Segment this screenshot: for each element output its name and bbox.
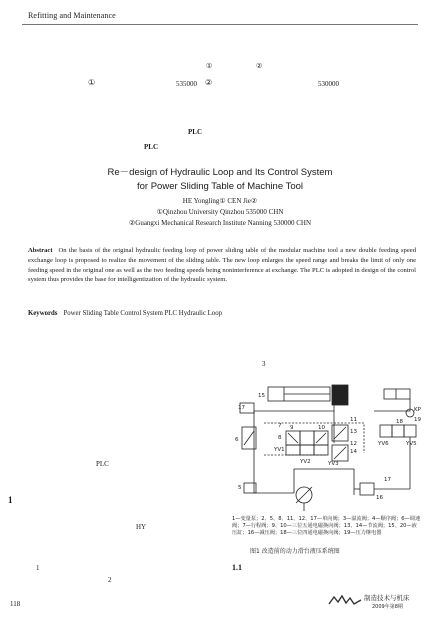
label-5: 5	[238, 485, 242, 491]
keywords-text: Power Sliding Table Control System PLC Hydraulic Loop	[63, 310, 223, 317]
label-kp: KP	[414, 407, 421, 413]
label-yv5: YV5	[406, 441, 417, 447]
label-19: 19	[414, 417, 421, 423]
english-authors: HE Yongling① CEN Jie②	[182, 197, 258, 205]
label-11: 11	[350, 417, 357, 423]
english-title-line-2: for Power Sliding Table of Machine Tool	[137, 181, 303, 192]
affiliation-zip-1: 535000	[176, 80, 197, 88]
valve-18-mid	[392, 425, 404, 437]
label-13: 13	[350, 429, 357, 435]
affiliation-en-2: ②Guangxi Mechanical Research Institute Nanning 530000 CHN	[128, 219, 311, 227]
valve-18-left	[380, 425, 392, 437]
running-header: Refitting and Maintenance	[28, 11, 116, 20]
label-16: 16	[376, 495, 383, 501]
section-heading-1-1: 1.1	[232, 563, 242, 572]
left-col-fragment-plc: PLC	[96, 460, 109, 468]
affiliation-mark-1: ①	[88, 78, 96, 87]
keywords-label: Keywords	[28, 310, 58, 317]
label-10: 10	[318, 425, 325, 431]
journal-name: 制造技术与机床	[364, 594, 410, 602]
affiliation-mark-2: ②	[205, 78, 213, 87]
abstract	[28, 246, 416, 285]
label-15: 15	[258, 393, 265, 399]
cylinder-20	[384, 389, 410, 399]
left-col-fragment-2: 2	[108, 576, 112, 584]
figure-caption: 图1 改造前的动力滑台液压系统图	[250, 548, 340, 555]
label-9: 9	[290, 425, 294, 431]
label-6: 6	[235, 437, 239, 443]
abstract-label: Abstract	[28, 247, 53, 254]
valve-10-right	[314, 445, 328, 455]
section-heading-1: 1	[8, 495, 13, 505]
left-col-fragment-hy: HY	[136, 523, 147, 531]
valve-18-right	[404, 425, 416, 437]
affiliation-zip-2: 530000	[318, 80, 339, 88]
label-8: 8	[278, 435, 282, 441]
label-7: 7	[278, 423, 282, 429]
cn-title-line-2: PLC	[144, 143, 158, 151]
label-yv3: YV3	[328, 461, 339, 467]
author-mark-1: ①	[206, 62, 213, 70]
header-rule	[22, 24, 418, 25]
label-17b: 17	[384, 477, 391, 483]
keywords	[28, 310, 222, 317]
cn-title-line-1: PLC	[188, 128, 202, 136]
right-col-fragment-3: 3	[262, 360, 266, 368]
page-number: 118	[10, 600, 21, 608]
label-17: 17	[238, 405, 245, 411]
reducing-valve-16	[360, 483, 374, 495]
affiliation-en-1: ①Qinzhou University Qinzhou 535000 CHN	[156, 208, 284, 216]
author-mark-2: ②	[256, 62, 263, 70]
hydraulic-schematic	[234, 383, 422, 513]
journal-footer	[328, 592, 420, 612]
label-14: 14	[350, 449, 357, 455]
figure-legend: 1—变量泵；2、5、8、11、12、17—单向阀；3—溢流阀；4—顺序阀；6—调速阀；7—行程阀；9、10—三位五通电磁换向阀；13、14—节流阀；15、20—液压缸；16—减压阀；18—三位四通电磁换向阀；19—压力继电器	[232, 516, 421, 536]
abstract-text: On the basis of the original hydraulic feeding loop of power sliding table of the modular machine tool a new double feeding speed exchange loop is proposed to realize the movement of the sliding table. The new loop enlarges the speed range and breaks the limit of only one feeding speed in the original one as well as the two feeding speeds being noninterference at exchange. The PLC is adopted in design of the control system thus provides the base for intelligentization of the hydraulic system.	[28, 247, 416, 284]
journal-logo-icon	[328, 594, 362, 606]
label-18: 18	[396, 419, 403, 425]
label-yv6: YV6	[378, 441, 389, 447]
left-col-fragment-1: 1	[36, 564, 40, 572]
valve-10-mid	[300, 445, 314, 455]
valve-9-mid	[300, 431, 314, 445]
label-yv1: YV1	[274, 447, 285, 453]
journal-issue: 2009年第8期	[372, 604, 403, 610]
label-yv2: YV2	[300, 459, 311, 465]
valve-10-left	[286, 445, 300, 455]
label-12: 12	[350, 441, 357, 447]
english-title-line-1: Re－design of Hydraulic Loop and Its Control System	[107, 167, 333, 178]
